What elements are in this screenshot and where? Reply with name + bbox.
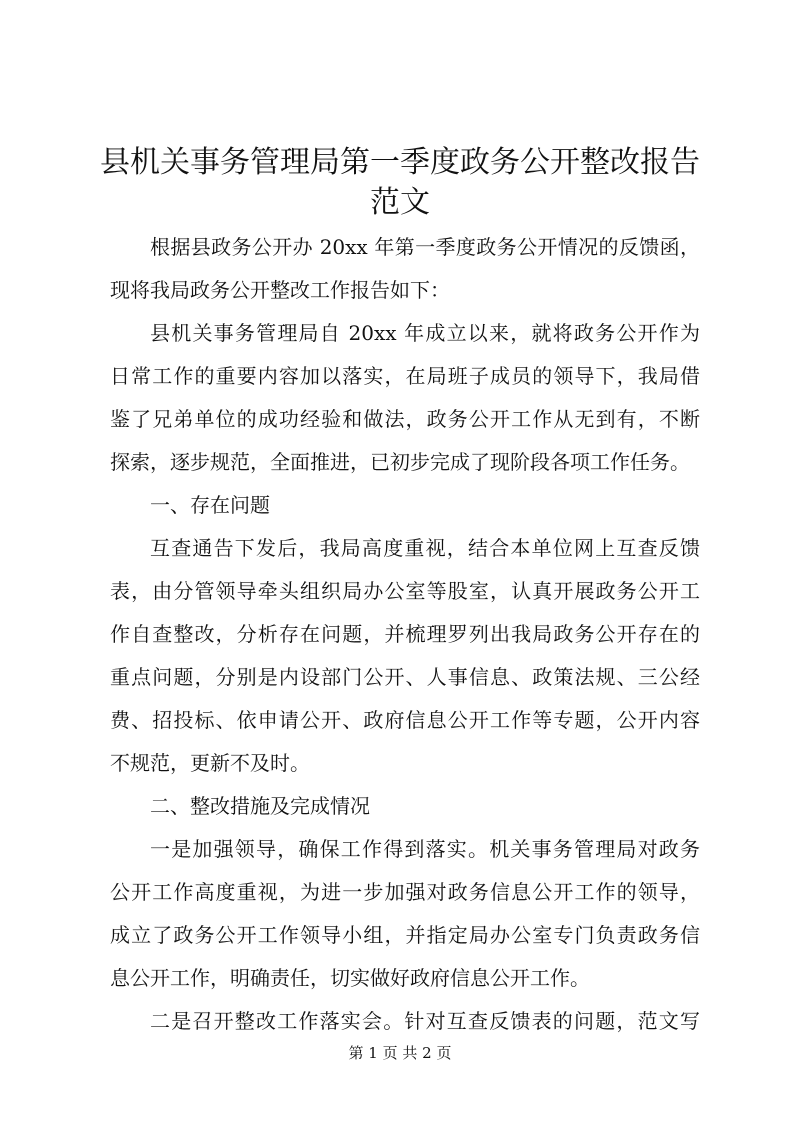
body-text-line: 息公开工作，明确责任，切实做好政府信息公开工作。 [110, 966, 590, 990]
body-text-line: 二是召开整改工作落实会。针对互查反馈表的问题，范文写 [150, 1009, 700, 1033]
body-text-line: 重点问题，分别是内设部门公开、人事信息、政策法规、三公经 [110, 665, 700, 689]
document-title-line-2: 范文 [370, 185, 430, 220]
body-text-line: 一、存在问题 [150, 493, 270, 517]
body-text-line: 现将我局政务公开整改工作报告如下： [110, 278, 450, 302]
body-text-line: 费、招投标、依申请公开、政府信息公开工作等专题，公开内容 [110, 708, 700, 732]
document-title-line-1: 县机关事务管理局第一季度政务公开整改报告 [100, 145, 700, 180]
body-text-line: 探索，逐步规范，全面推进，已初步完成了现阶段各项工作任务。 [110, 450, 690, 474]
body-text-line: 二、整改措施及完成情况 [150, 794, 370, 818]
body-text-line: 根据县政务公开办 20xx 年第一季度政务公开情况的反馈函， [150, 235, 700, 259]
page-footer: 第 1 页 共 2 页 [348, 1044, 452, 1062]
document-body [110, 226, 700, 1043]
body-text-line: 一是加强领导，确保工作得到落实。机关事务管理局对政务 [150, 837, 700, 861]
body-text-line: 表，由分管领导牵头组织局办公室等股室，认真开展政务公开工 [110, 579, 700, 603]
body-text-line: 公开工作高度重视，为进一步加强对政务信息公开工作的领导， [110, 880, 700, 904]
body-text-line: 互查通告下发后，我局高度重视，结合本单位网上互查反馈 [150, 536, 700, 560]
body-text-line: 不规范，更新不及时。 [110, 751, 310, 775]
body-text-line: 日常工作的重要内容加以落实，在局班子成员的领导下，我局借 [110, 364, 700, 388]
body-text-line: 县机关事务管理局自 20xx 年成立以来，就将政务公开作为 [150, 321, 700, 345]
body-text-line: 作自查整改，分析存在问题，并梳理罗列出我局政务公开存在的 [110, 622, 700, 646]
body-text-line: 鉴了兄弟单位的成功经验和做法，政务公开工作从无到有，不断 [110, 407, 700, 431]
body-text-line: 成立了政务公开工作领导小组，并指定局办公室专门负责政务信 [110, 923, 700, 947]
